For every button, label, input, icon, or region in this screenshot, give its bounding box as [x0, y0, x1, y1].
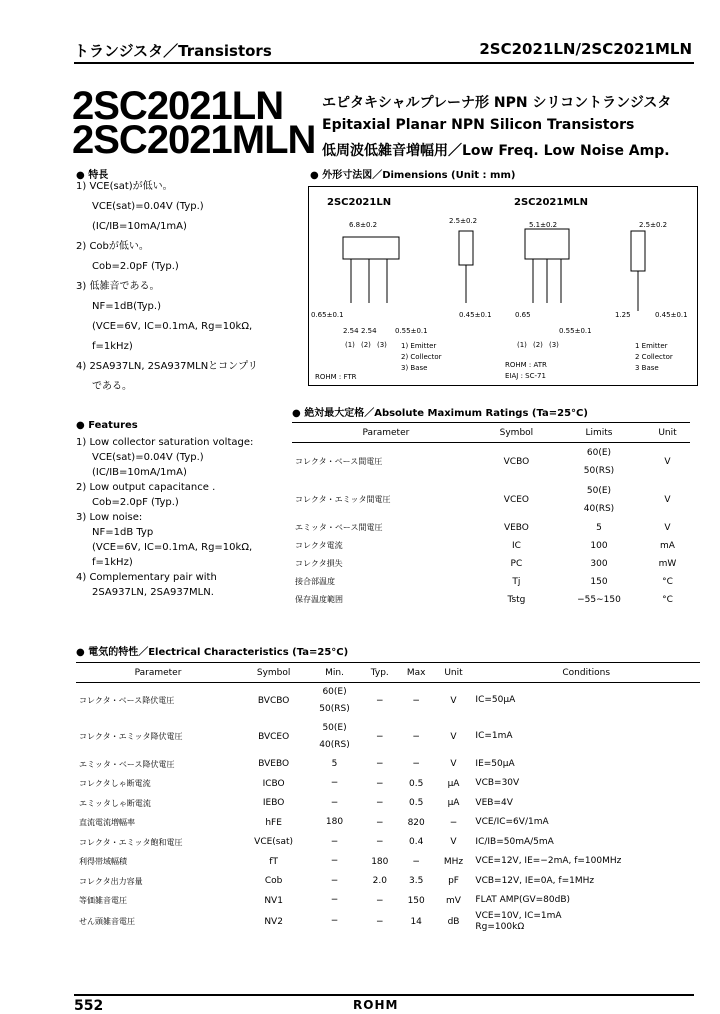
rohm-logo: ROHM: [353, 998, 399, 1012]
abs-max-row: [292, 591, 690, 609]
elec-max: 14: [410, 916, 422, 927]
abs-max-symbol: PC: [510, 558, 523, 569]
abs-max-row: [292, 537, 690, 555]
abs-max-row: [292, 573, 690, 591]
elec-min: [307, 911, 362, 933]
left-pin-3: 3) Base: [401, 364, 428, 372]
elec-conditions: [472, 683, 700, 719]
elec-unit: V: [450, 731, 457, 742]
elec-col-max: Max: [406, 667, 426, 678]
features-jp-heading: ● 特長: [76, 170, 109, 181]
abs-max-col-unit: Unit: [658, 427, 677, 438]
elec-min-value: −: [330, 856, 339, 867]
elec-min-value: 50(RS): [319, 703, 350, 714]
left-pin-1: 1) Emitter: [401, 342, 437, 350]
features_en-line: NF=1dB Typ: [92, 527, 154, 538]
dimension-label: 0.65: [515, 311, 531, 319]
elec-row: [76, 852, 700, 872]
abs-max-unit: °C: [662, 594, 673, 605]
features_jp-line: 1) VCE(sat)が低い。: [76, 181, 173, 192]
features_jp-line: Cob=2.0pF (Typ.): [92, 261, 179, 272]
page-number: 552: [74, 998, 104, 1014]
right-eiaj-code: EIAJ : SC-71: [505, 372, 546, 380]
abs-max-limits: [553, 519, 645, 537]
elec-min-value: 50(E): [322, 722, 347, 733]
dimension-label: 0.45±0.1: [655, 311, 688, 319]
elec-condition-line: VCB=12V, IE=0A, f=1MHz: [475, 875, 595, 886]
elec-symbol: ICBO: [262, 778, 285, 789]
elec-col-symbol: Symbol: [256, 667, 291, 678]
elec-param: コレクタしゃ断電流: [79, 779, 151, 789]
elec-symbol: fT: [269, 856, 278, 867]
elec-param: エミッタしゃ断電流: [79, 798, 151, 808]
abs-max-unit: mW: [658, 558, 677, 569]
elec-condition-line: VCB=30V: [475, 778, 520, 789]
elec-min: [307, 852, 362, 872]
elec-typ: −: [376, 916, 384, 927]
abs-max-param: エミッタ・ベース間電圧: [295, 523, 383, 532]
elec-symbol: BVCBO: [257, 695, 290, 706]
features_jp-line: である。: [92, 381, 132, 392]
features_jp-line: 4) 2SA937LN, 2SA937MLNとコンプリ: [76, 361, 258, 372]
abs-max-param: コレクタ損失: [295, 559, 343, 568]
elec-condition-line: IC/IB=50mA/5mA: [475, 836, 554, 847]
abs-max-limit-value: 5: [596, 522, 602, 533]
footer-rule: [74, 994, 694, 996]
abs-max-symbol: VCBO: [503, 456, 530, 467]
abs-max-param: コレクタ電流: [295, 541, 343, 550]
abs-max-unit: V: [664, 522, 671, 533]
elec-min-value: −: [330, 895, 339, 906]
elec-min-value: −: [330, 797, 339, 808]
abs-max-symbol: VEBO: [503, 522, 529, 533]
jp-description: エピタキシャルプレーナ形 NPN シリコントランジスタ: [322, 95, 672, 111]
features_en-line: (IC/IB=10mA/1mA): [92, 467, 187, 478]
part-title-2: 2SC2021MLN: [72, 118, 316, 162]
dimension-label: (1): [345, 341, 355, 349]
elec-row: [76, 833, 700, 853]
elec-param: 等価雑音電圧: [79, 896, 127, 906]
elec-typ: −: [376, 837, 384, 848]
elec-row: [76, 872, 700, 892]
features_jp-line: f=1kHz): [92, 341, 133, 352]
elec-symbol: Cob: [264, 876, 283, 887]
abs-max-limit-value: 60(E): [586, 447, 612, 458]
elec-symbol: hFE: [265, 817, 282, 828]
elec-min: [307, 794, 362, 814]
elec-min: [307, 872, 362, 892]
elec-typ: −: [376, 817, 384, 828]
dimensions-heading: ● 外形寸法図／Dimensions (Unit : mm): [310, 170, 516, 181]
dim-right-part: 2SC2021MLN: [514, 197, 589, 208]
features_jp-line: (VCE=6V, IC=0.1mA, Rg=10kΩ,: [92, 321, 253, 332]
dimension-label: 2.54: [361, 327, 377, 335]
elec-min-value: −: [330, 836, 339, 847]
abs-max-row: [292, 443, 690, 481]
elec-unit: μA: [447, 798, 460, 809]
dimension-label: 2.5±0.2: [449, 217, 478, 225]
right-package-body: [525, 229, 569, 259]
abs-max-col-limits: Limits: [585, 427, 613, 438]
abs-max-heading: ● 絶対最大定格／Absolute Maximum Ratings (Ta=25°C): [292, 408, 588, 419]
abs-max-row: [292, 519, 690, 537]
abs-max-table: [292, 422, 690, 609]
features-en-heading: ● Features: [76, 420, 138, 431]
dimension-label: 0.65±0.1: [311, 311, 344, 319]
abs-max-col-parameter: Parameter: [362, 427, 410, 438]
right-pin-3: 3 Base: [635, 364, 659, 372]
abs-max-limits: [553, 443, 645, 481]
en-description: Epitaxial Planar NPN Silicon Transistors: [322, 117, 635, 133]
abs-max-header-row: [292, 423, 690, 443]
abs-max-limits: [553, 573, 645, 591]
elec-condition-line: IC=1mA: [475, 731, 513, 741]
elec-table: [76, 662, 700, 933]
elec-unit: μA: [447, 778, 460, 789]
dimension-label: (2): [533, 341, 543, 349]
part-title-1: 2SC2021LN: [72, 84, 284, 128]
elec-max: 150: [407, 895, 425, 906]
abs-max-limit-value: 50(E): [586, 485, 612, 496]
features_en-line: 1) Low collector saturation voltage:: [76, 437, 254, 448]
abs-max-param: 保存温度範囲: [295, 595, 343, 604]
abs-max-limits: [553, 537, 645, 555]
elec-unit: dB: [447, 916, 460, 927]
elec-min-value: −: [330, 916, 339, 926]
elec-condition-line: IC=50μA: [475, 695, 516, 706]
elec-condition-line: VCE=12V, IE=−2mA, f=100MHz: [475, 856, 622, 867]
header-rule: [74, 62, 694, 64]
elec-row: [76, 794, 700, 814]
abs-max-limits: [553, 481, 645, 519]
abs-max-symbol: Tstg: [507, 594, 526, 605]
features_jp-line: VCE(sat)=0.04V (Typ.): [92, 201, 204, 212]
elec-col-typ: Typ.: [370, 667, 389, 678]
abs-max-limit-value: 50(RS): [583, 465, 615, 476]
abs-max-limit-value: −55∼150: [577, 594, 621, 605]
abs-max-symbol: IC: [511, 540, 521, 551]
elec-max: −: [412, 759, 420, 770]
features_jp-line: 3) 低雑音である。: [76, 281, 160, 292]
elec-typ: −: [376, 895, 384, 906]
dimension-label: 0.45±0.1: [459, 311, 492, 319]
header-category: トランジスタ／Transistors: [74, 42, 272, 60]
elec-condition-line: VEB=4V: [475, 797, 513, 808]
elec-typ: −: [376, 695, 384, 706]
elec-typ: 180: [371, 856, 389, 867]
elec-col-unit: Unit: [444, 667, 463, 678]
elec-conditions: [472, 719, 700, 755]
elec-symbol: BVCEO: [258, 731, 290, 742]
features_jp-line: (IC/IB=10mA/1mA): [92, 221, 187, 232]
elec-col-conditions: Conditions: [562, 667, 611, 678]
elec-unit: V: [450, 837, 457, 848]
elec-param: コレクタ・ベース降伏電圧: [79, 696, 175, 706]
elec-row: [76, 813, 700, 833]
elec-condition-line: VCE/IC=6V/1mA: [475, 817, 549, 828]
elec-param: せん頭雑音電圧: [79, 917, 135, 926]
left-pin-2: 2) Collector: [401, 353, 442, 361]
abs-max-symbol: VCEO: [503, 494, 530, 505]
abs-max-row: [292, 555, 690, 573]
left-side-body: [459, 231, 473, 265]
elec-unit: MHz: [443, 856, 464, 867]
features_en-line: (VCE=6V, IC=0.1mA, Rg=10kΩ,: [92, 542, 253, 553]
right-side-body: [631, 231, 645, 271]
elec-row: [76, 683, 700, 719]
abs-max-param: 接合部温度: [295, 577, 335, 586]
elec-symbol: BVEBO: [258, 759, 290, 770]
elec-typ: 2.0: [372, 876, 387, 887]
dimension-label: (3): [549, 341, 559, 349]
elec-param: コレクタ出力容量: [79, 876, 143, 886]
abs-max-unit: °C: [662, 576, 673, 587]
elec-min: [307, 891, 362, 911]
dim-left-part: 2SC2021LN: [327, 197, 392, 208]
elec-symbol: VCE(sat): [254, 837, 294, 848]
left-pin-list: [401, 341, 442, 374]
right-pin-2: 2 Collector: [635, 353, 673, 361]
elec-unit: V: [450, 759, 457, 770]
elec-symbol: NV1: [264, 895, 283, 906]
abs-max-unit: mA: [660, 540, 675, 551]
elec-min-value: 40(RS): [319, 739, 350, 750]
abs-max-limits: [553, 591, 645, 609]
abs-max-param: コレクタ・ベース間電圧: [295, 457, 383, 467]
abs-max-symbol: Tj: [512, 576, 521, 587]
elec-min: [307, 833, 362, 853]
elec-max: 0.5: [409, 798, 424, 809]
abs-max-param: コレクタ・エミッタ間電圧: [295, 495, 391, 504]
header-part-numbers: 2SC2021LN/2SC2021MLN: [479, 40, 692, 58]
elec-max: 3.5: [409, 876, 424, 887]
features_en-line: 2) Low output capacitance .: [76, 482, 216, 493]
elec-conditions: [472, 755, 700, 775]
elec-max: 820: [407, 817, 425, 828]
elec-condition-line: FLAT AMP(GV=80dB): [475, 895, 571, 906]
dimension-label: 6.8±0.2: [349, 221, 378, 229]
elec-min-value: −: [330, 778, 339, 789]
dimension-label: 2.54: [343, 327, 359, 335]
elec-min-value: 5: [331, 758, 338, 769]
abs-max-limit-value: 40(RS): [583, 503, 615, 514]
elec-unit: pF: [448, 876, 459, 887]
elec-header-row: [76, 663, 700, 683]
features_en-line: 3) Low noise:: [76, 512, 143, 523]
elec-min-value: 180: [325, 817, 344, 828]
elec-unit: V: [450, 695, 457, 706]
elec-unit: mV: [446, 895, 461, 906]
elec-condition-line: VCE=10V, IC=1mA: [475, 910, 562, 921]
elec-min: [307, 683, 362, 719]
features_en-line: 2SA937LN, 2SA937MLN.: [92, 587, 214, 598]
elec-conditions: [472, 891, 700, 911]
elec-typ: −: [376, 798, 384, 809]
features_en-line: Cob=2.0pF (Typ.): [92, 497, 179, 508]
dimension-label: 1.25: [615, 311, 631, 319]
abs-max-row: [292, 481, 690, 519]
elec-condition-line: Rg=100kΩ: [475, 921, 525, 932]
elec-max: −: [412, 731, 420, 742]
dimension-label: (1): [517, 341, 527, 349]
elec-unit: −: [449, 817, 458, 828]
abs-max-col-symbol: Symbol: [499, 427, 534, 438]
elec-typ: −: [376, 731, 384, 742]
elec-min: [307, 774, 362, 794]
elec-col-parameter: Parameter: [134, 667, 182, 678]
elec-row: [76, 911, 700, 933]
features_jp-line: NF=1dB(Typ.): [92, 301, 161, 312]
elec-conditions: [472, 911, 700, 933]
elec-min-value: 60(E): [322, 686, 347, 697]
right-pin-1: 1 Emitter: [635, 342, 668, 350]
left-package-body: [343, 237, 399, 259]
elec-typ: −: [376, 759, 384, 770]
elec-min: [307, 813, 362, 833]
elec-conditions: [472, 774, 700, 794]
elec-min: [307, 719, 362, 755]
right-package-code: ROHM : ATR: [505, 361, 547, 369]
elec-col-min: Min.: [325, 667, 344, 678]
elec-symbol: IEBO: [262, 798, 285, 809]
abs-max-limit-value: 100: [590, 540, 608, 551]
elec-min: [307, 755, 362, 775]
elec-conditions: [472, 852, 700, 872]
dimensions-box: [308, 186, 698, 386]
dimension-label: (3): [377, 341, 387, 349]
elec-symbol: NV2: [264, 916, 283, 927]
dimension-label: 0.55±0.1: [395, 327, 428, 335]
dimension-label: 5.1±0.2: [529, 221, 558, 229]
elec-heading: ● 電気的特性／Electrical Characteristics (Ta=25°C): [76, 647, 349, 658]
elec-row: [76, 755, 700, 775]
use-description: 低周波低雑音増幅用／Low Freq. Low Noise Amp.: [322, 143, 670, 159]
elec-row: [76, 891, 700, 911]
left-package-code: ROHM : FTR: [315, 373, 357, 381]
right-pin-list: [635, 341, 673, 374]
elec-min-value: −: [330, 875, 339, 886]
elec-conditions: [472, 833, 700, 853]
elec-param: エミッタ・ベース降伏電圧: [79, 759, 175, 769]
abs-max-unit: V: [664, 494, 671, 505]
elec-conditions: [472, 872, 700, 892]
abs-max-limit-value: 300: [590, 558, 608, 569]
dimension-label: 0.55±0.1: [559, 327, 592, 335]
features_en-line: f=1kHz): [92, 557, 133, 568]
elec-max: 0.4: [409, 837, 424, 848]
dimension-label: (2): [361, 341, 371, 349]
elec-condition-line: IE=50μA: [475, 758, 515, 769]
elec-conditions: [472, 794, 700, 814]
elec-param: 直流電流増幅率: [79, 818, 135, 828]
elec-max: −: [412, 695, 420, 706]
features_en-line: VCE(sat)=0.04V (Typ.): [92, 452, 204, 463]
abs-max-limits: [553, 555, 645, 573]
features_jp-line: 2) Cobが低い。: [76, 241, 149, 252]
abs-max-limit-value: 150: [590, 576, 608, 587]
elec-param: 利得帯域幅積: [79, 857, 127, 867]
features_en-line: 4) Complementary pair with: [76, 572, 217, 583]
elec-param: コレクタ・エミッタ降伏電圧: [79, 732, 183, 741]
elec-conditions: [472, 813, 700, 833]
elec-row: [76, 719, 700, 755]
elec-typ: −: [376, 778, 384, 789]
elec-param: コレクタ・エミッタ飽和電圧: [79, 837, 183, 847]
abs-max-unit: V: [664, 456, 671, 467]
elec-row: [76, 774, 700, 794]
elec-max: −: [412, 856, 420, 867]
dimension-label: 2.5±0.2: [639, 221, 668, 229]
elec-max: 0.5: [409, 778, 424, 789]
